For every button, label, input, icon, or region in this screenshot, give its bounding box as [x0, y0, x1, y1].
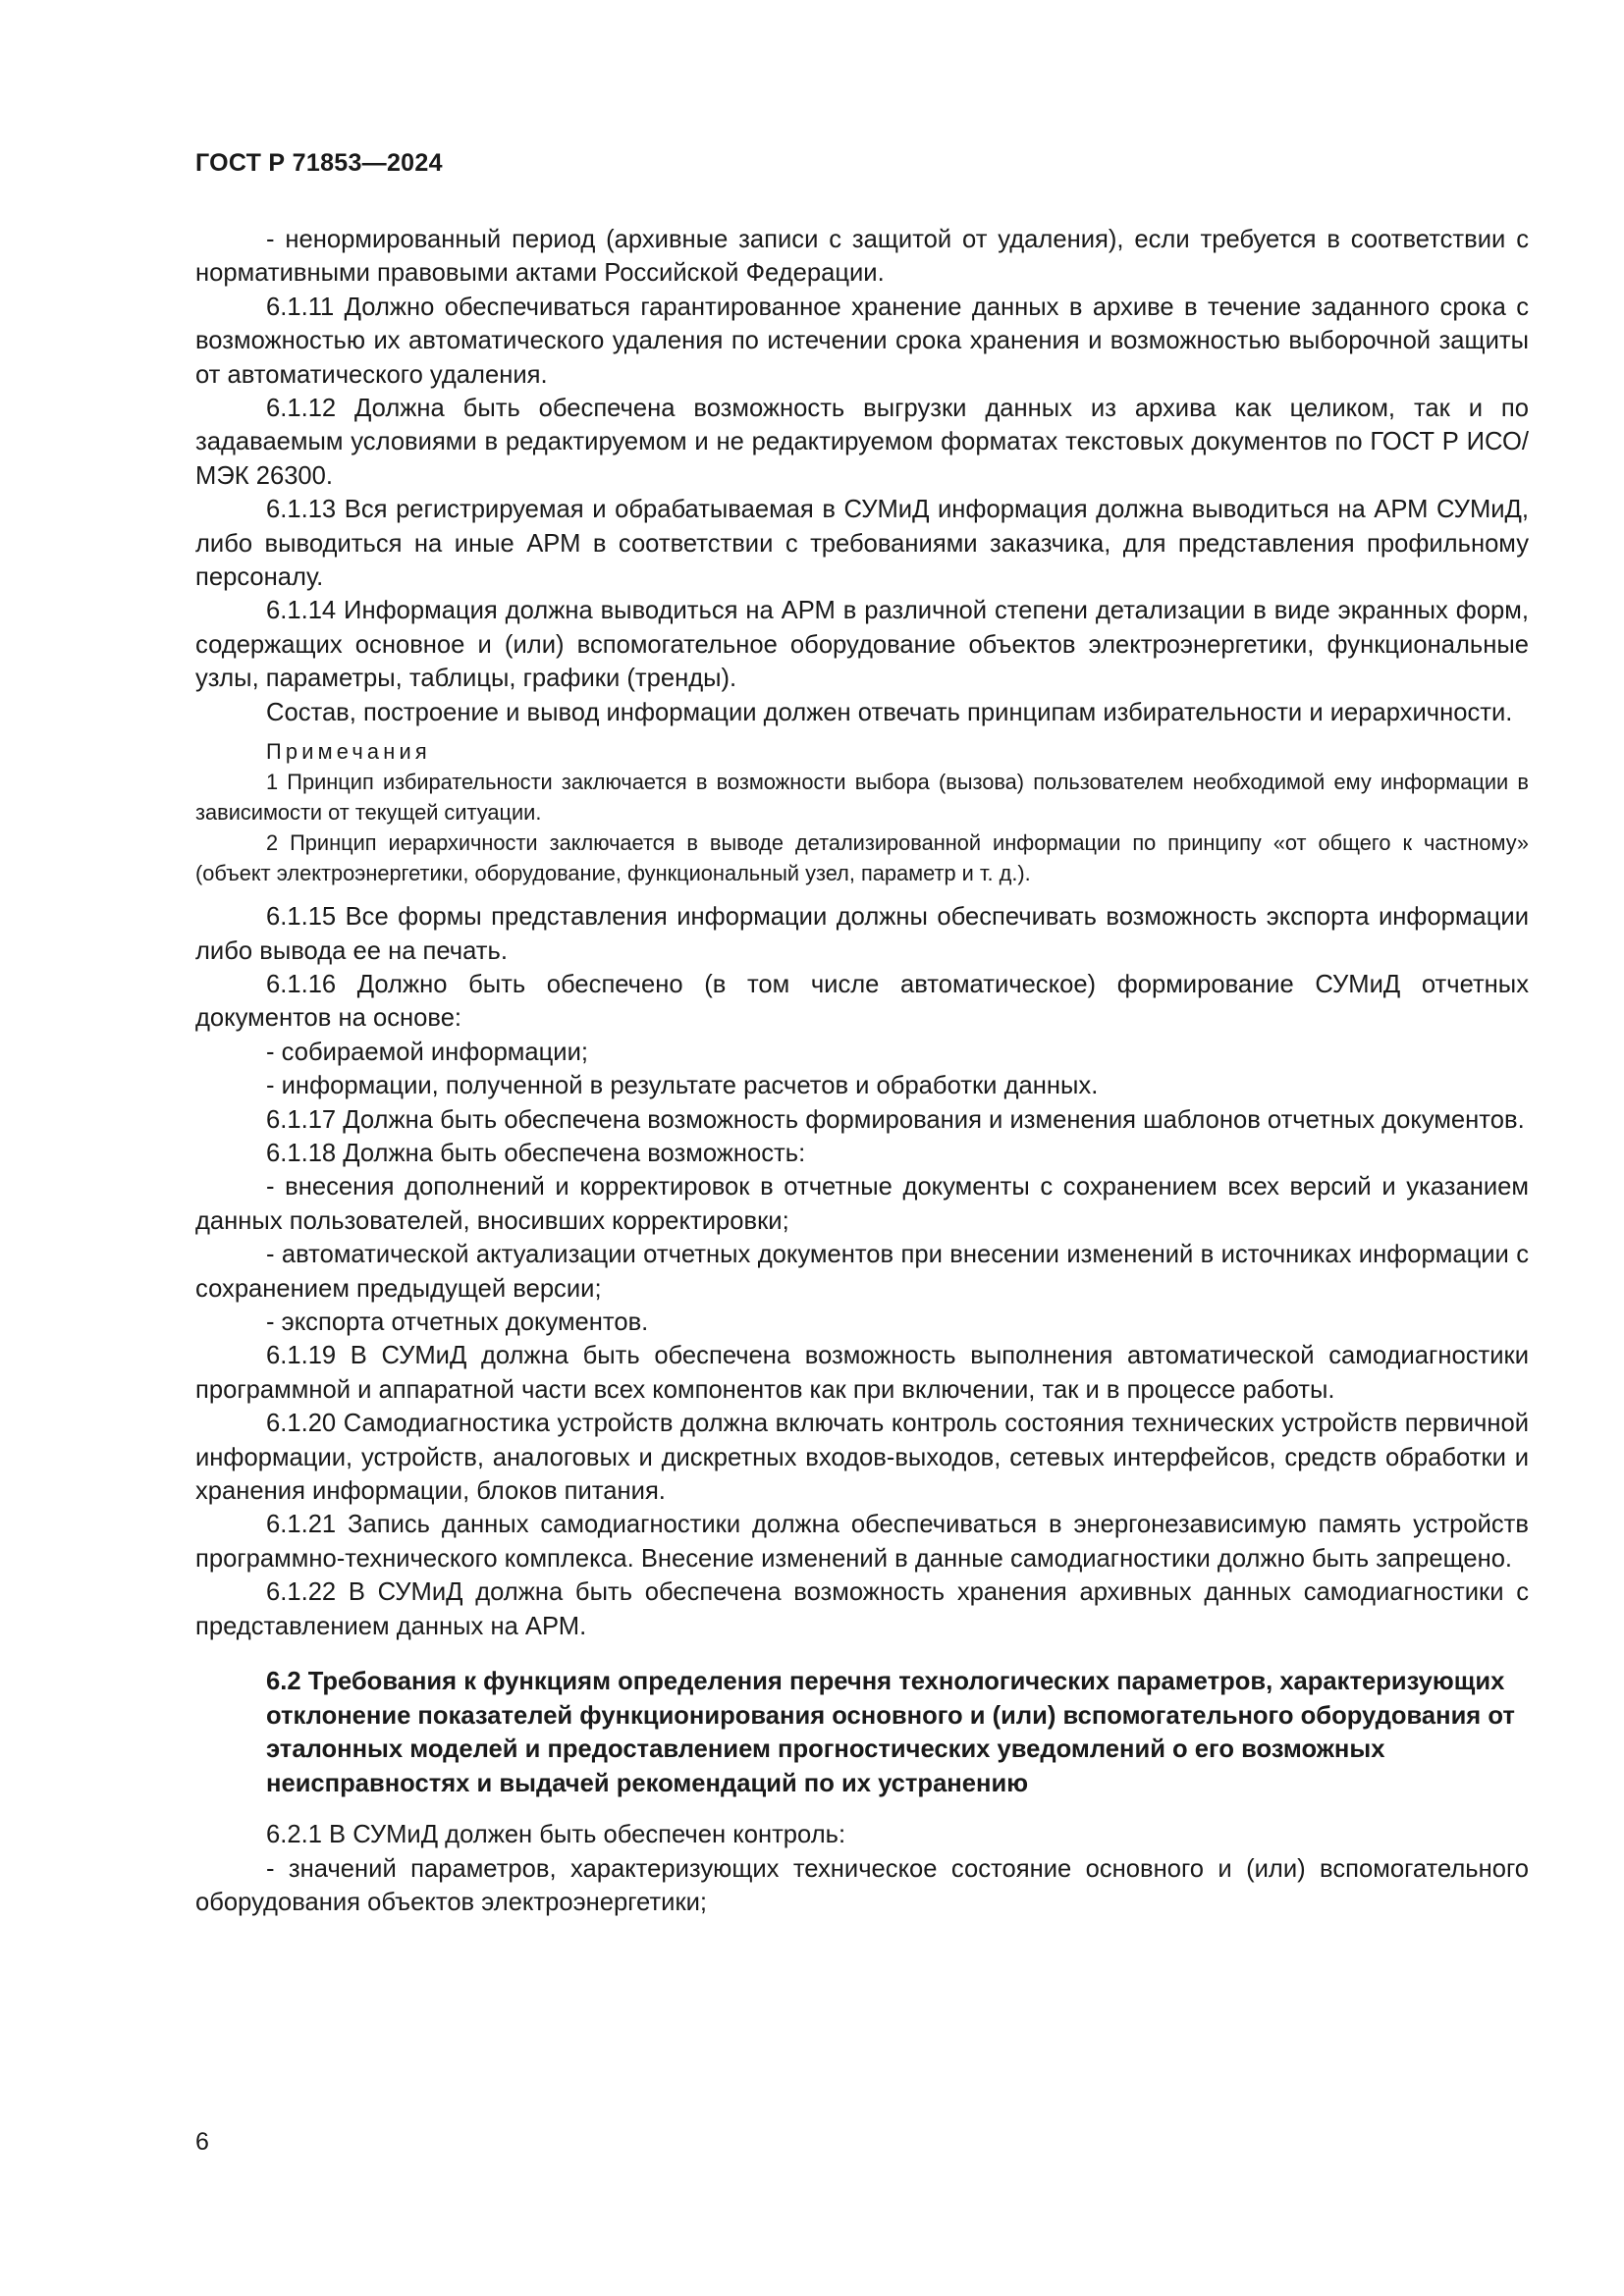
- page-number: 6: [195, 2128, 209, 2156]
- paragraph-6-1-13: 6.1.13 Вся регистрируемая и обрабатываемая в СУМиД информация должна выводиться на АРМ СУМиД, либо выводиться на иные АРМ в соответствии с требованиями заказчика, для представления профильному персоналу.: [195, 496, 1529, 592]
- paragraph-6-1-14: 6.1.14 Информация должна выводиться на АРМ в различной степени детализации в виде экранных форм, содержащих основное и (или) вспомогательное оборудование объектов электроэнергетики, функциональные узлы, параметры, таблицы, графики (тренды).: [195, 597, 1529, 693]
- list-item: - собираемой информации;: [266, 1038, 588, 1066]
- paragraph-6-1-17: 6.1.17 Должна быть обеспечена возможность формирования и изменения шаблонов отчетных документов.: [266, 1105, 1525, 1134]
- paragraph-6-1-16: 6.1.16 Должно быть обеспечено (в том числе автоматическое) формирование СУМиД отчетных документов на основе:: [195, 970, 1529, 1033]
- paragraph-6-1-21: 6.1.21 Запись данных самодиагностики должна обеспечиваться в энергонезависимую память устройств программно-технического комплекса. Внесение изменений в данные самодиагностики должно быть запрещено.: [195, 1511, 1529, 1573]
- document-code-header: ГОСТ Р 71853—2024: [195, 149, 443, 177]
- paragraph-composition: Состав, построение и вывод информации должен отвечать принципам избирательности и иерархичности.: [266, 698, 1513, 726]
- notes-title: Примечания: [266, 739, 431, 765]
- notes-block: [195, 736, 1529, 888]
- list-item: - значений параметров, характеризующих техническое состояние основного и (или) вспомогательного оборудования объектов электроэнергетики;: [195, 1854, 1529, 1917]
- note-item-2: 2 Принцип иерархичности заключается в выводе детализированной информации по принципу «от общего к частному» (объект электроэнергетики, оборудование, функциональный узел, параметр и т. д.).: [195, 830, 1529, 886]
- paragraph-6-1-22: 6.1.22 В СУМиД должна быть обеспечена возможность хранения архивных данных самодиагностики с представлением данных на АРМ.: [195, 1578, 1529, 1640]
- paragraph-6-1-15: 6.1.15 Все формы представления информации должны обеспечивать возможность экспорта информации либо вывода ее на печать.: [195, 903, 1529, 965]
- document-body: [195, 223, 1529, 1920]
- paragraph-list-item: - ненормированный период (архивные записи с защитой от удаления), если требуется в соответствии с нормативными правовыми актами Российской Федерации.: [195, 226, 1529, 288]
- section-title-6-2: 6.2 Требования к функциям определения перечня технологических параметров, характеризующих отклонение показателей функционирования основного и (или) вспомогательного оборудования от эталонных моделей и предоставлением прогностических уведомлений о его возможных неисправностях и выдачей рекомендаций по их устранению: [266, 1668, 1515, 1797]
- paragraph-6-1-18: 6.1.18 Должна быть обеспечена возможность:: [266, 1139, 806, 1167]
- list-item: - информации, полученной в результате расчетов и обработки данных.: [266, 1072, 1099, 1100]
- paragraph-6-1-12: 6.1.12 Должна быть обеспечена возможность выгрузки данных из архива как целиком, так и по задаваемым условиями в редактируемом и не редактируемом форматах текстовых документов по ГОСТ Р ИСО/МЭК 26300.: [195, 395, 1529, 490]
- paragraph-6-1-11: 6.1.11 Должно обеспечиваться гарантированное хранение данных в архиве в течение заданного срока с возможностью их автоматического удаления по истечении срока хранения и возможностью выборочной защиты от автоматического удаления.: [195, 293, 1529, 389]
- list-item: - внесения дополнений и корректировок в отчетные документы с сохранением всех версий и указанием данных пользователей, вносивших корректировки;: [195, 1173, 1529, 1235]
- list-item: - экспорта отчетных документов.: [266, 1308, 649, 1336]
- note-item-1: 1 Принцип избирательности заключается в возможности выбора (вызова) пользователем необходимой ему информации в зависимости от текущей ситуации.: [195, 770, 1529, 826]
- paragraph-6-2-1: 6.2.1 В СУМиД должен быть обеспечен контроль:: [266, 1821, 846, 1849]
- paragraph-6-1-19: 6.1.19 В СУМиД должна быть обеспечена возможность выполнения автоматической самодиагностики программной и аппаратной части всех компонентов как при включении, так и в процессе работы.: [195, 1342, 1529, 1404]
- list-item: - автоматической актуализации отчетных документов при внесении изменений в источниках информации с сохранением предыдущей версии;: [195, 1241, 1529, 1303]
- paragraph-6-1-20: 6.1.20 Самодиагностика устройств должна включать контроль состояния технических устройств первичной информации, устройств, аналоговых и дискретных входов-выходов, сетевых интерфейсов, средств обработки и хранения информации, блоков питания.: [195, 1410, 1529, 1505]
